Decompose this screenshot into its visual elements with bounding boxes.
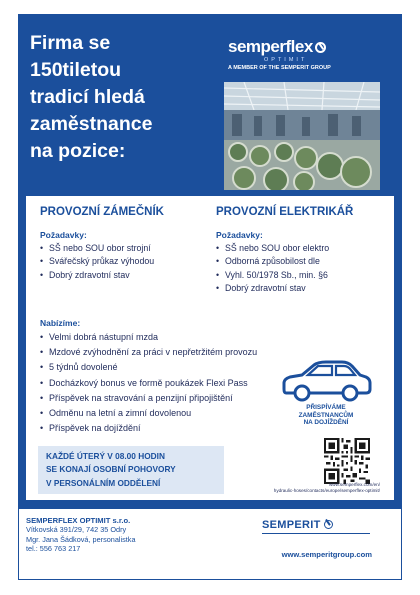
requirements-list-electrician [216,242,329,296]
list-item: • Příspěvek na stravování a penzijní připojištění [40,391,257,406]
list-item: • Dobrý zdravotní stav [216,282,329,295]
contact-person: Mgr. Jana Šádková, personalistka [26,534,136,544]
list-item: • Dobrý zdravotní stav [40,269,154,282]
brand-sub: OPTIMIT [264,57,308,63]
qr-url-line: hydraulic-hoses/contacts/europe/semperflex-optimit/ [273,488,380,493]
list-item: • Odborná způsobilost dle [216,255,329,268]
factory-photo [224,82,380,190]
interview-notice [38,446,224,494]
list-item: • Příspěvek na dojíždění [40,421,257,436]
requirements-list-locksmith [40,242,154,282]
semperflex-brand [228,38,374,71]
hero-title-line: 150tiletou [30,59,122,81]
commute-line: ZAMĚSTNANCŮM [298,411,354,419]
factory-illustration [224,82,380,190]
requirements-label: Požadavky: [216,230,263,240]
list-item: • SŠ nebo SOU obor strojní [40,242,154,255]
commute-line: PŘISPÍVÁME [306,404,346,411]
position-title-locksmith: PROVOZNÍ ZÁMEČNÍK [40,206,164,218]
commute-note [282,404,370,427]
position-title-electrician: PROVOZNÍ ELEKTRIKÁŘ [216,206,354,218]
list-item: • Odměnu na letní a zimní dovolenou [40,406,257,421]
list-item: • Velmi dobrá nástupní mzda [40,330,257,345]
interview-line: KAŽDÉ ÚTERÝ V 08.00 HODIN [46,451,165,461]
website-link[interactable]: www.semperitgroup.com [281,550,372,559]
hero-title-line: na pozice: [30,140,126,162]
qr-code[interactable] [324,438,370,484]
hero-title-line: Firma se [30,32,111,54]
qr-url[interactable] [244,482,380,494]
semperit-ring-icon [324,520,333,529]
semperit-logo [262,519,333,531]
benefits-label: Nabízíme: [40,318,81,328]
commute-line: NA DOJÍŽDĚNÍ [303,419,349,427]
list-item: • SŠ nebo SOU obor elektro [216,242,329,255]
semperit-ring-icon [315,42,326,53]
list-item: • Svářečský průkaz výhodou [40,255,154,268]
semperflex-logo [228,38,374,56]
interview-line: SE KONAJÍ OSOBNÍ POHOVORY [46,464,176,475]
contact-phone: tel.: 556 763 217 [26,544,81,554]
hero-title-line: zaměstnance [30,113,153,135]
contact-address: Vítkovská 391/29, 742 35 Odry [26,525,127,535]
list-item: • 5 týdnů dovolené [40,360,257,375]
list-item: • Vyhl. 50/1978 Sb., min. §6 [216,269,329,282]
contact-info [26,516,136,554]
semperflex-logo-text: semperflex [228,37,313,56]
semperit-logo-text: SEMPERIT [262,519,321,531]
benefits-list [40,330,257,436]
brand-member-line: A MEMBER OF THE SEMPERIT GROUP [228,65,331,71]
list-item: • Docházkový bonus ve formě poukázek Flexi Pass [40,376,257,391]
qr-url-line: www.semperflex.com/en/ [328,482,380,487]
hero-title [30,30,205,165]
list-item: • Mzdové zvýhodnění za práci v nepřetržitém provozu [40,345,257,360]
company-name: SEMPERFLEX OPTIMIT s.r.o. [26,516,131,525]
interview-line: V PERSONÁLNÍM ODDĚLENÍ [46,477,161,488]
semperit-underline [262,533,370,534]
requirements-label: Požadavky: [40,230,87,240]
hero-title-line: tradicí hledá [30,86,145,108]
